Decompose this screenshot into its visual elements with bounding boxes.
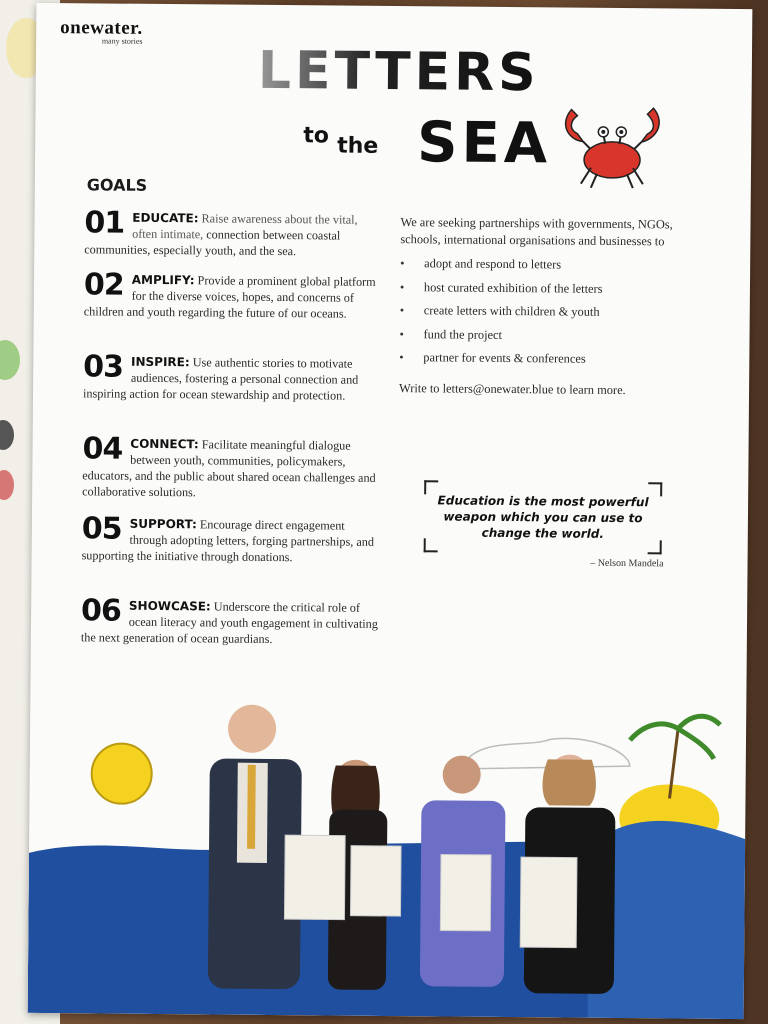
goal-number: 05 xyxy=(81,511,122,547)
list-item: • host curated exhibition of the letters xyxy=(400,279,682,298)
goal-number: 04 xyxy=(82,431,123,467)
quote-box xyxy=(424,480,663,554)
onewater-logo xyxy=(60,17,143,46)
partnerships-intro: We are seeking partnerships with governments, NGOs, schools, international organisations and businesses to xyxy=(400,215,673,249)
goal-number: 01 xyxy=(84,205,125,241)
goal-number: 02 xyxy=(83,267,124,303)
person-silhouette xyxy=(520,754,616,994)
title-sea: SEA xyxy=(416,110,552,177)
quote-text: Education is the most powerful weapon which you can use to change the world. xyxy=(437,493,649,541)
list-item: • create letters with children & youth xyxy=(400,302,682,321)
goal-text: Facilitate meaningful dialogue between youth, communities, policymakers, educators, and the public about shared ocean challenges and collaborative solutions. xyxy=(82,437,376,500)
partnerships-list xyxy=(399,255,682,368)
goal-text: Encourage direct engagement through adopting letters, forging partnerships, and supporting the initiative through donations. xyxy=(81,517,375,565)
goal-keyword: CONNECT: xyxy=(130,436,199,452)
goal-item-amplify xyxy=(83,267,384,322)
title-letters: LETTERS xyxy=(257,40,540,104)
goal-item-support xyxy=(81,511,382,566)
goal-text: connection between coastal communities, especially youth, and the sea. xyxy=(84,227,341,259)
goal-item-connect xyxy=(82,431,383,502)
goals-heading: GOALS xyxy=(86,175,148,195)
person-silhouette xyxy=(420,755,506,987)
partnerships-section xyxy=(399,214,683,399)
goal-keyword: INSPIRE: xyxy=(130,354,190,370)
goal-number: 03 xyxy=(83,349,124,385)
goal-keyword: SUPPORT: xyxy=(129,516,197,532)
crab-illustration-icon xyxy=(557,99,668,192)
goal-keyword: SHOWCASE: xyxy=(128,598,211,614)
group-photo-illustration xyxy=(28,683,747,1019)
flyer-sheet xyxy=(28,3,753,1019)
goal-item-educate xyxy=(84,205,384,260)
list-item: • partner for events & conferences xyxy=(399,349,681,368)
list-item: • adopt and respond to letters xyxy=(400,255,682,274)
page-title xyxy=(257,41,558,194)
goal-item-inspire xyxy=(82,349,383,404)
contact-line: Write to letters@onewater.blue to learn more. xyxy=(399,381,626,398)
list-item: • fund the project xyxy=(399,326,681,345)
goal-keyword: EDUCATE: xyxy=(132,210,199,226)
goal-lead-text: Raise awareness about the vital, often intimate, xyxy=(132,211,358,242)
goal-keyword: AMPLIFY: xyxy=(131,272,195,288)
goal-text: Underscore the critical role of ocean literacy and youth engagement in cultivating the next generation of ocean guardians. xyxy=(80,599,378,646)
title-to: to xyxy=(303,123,330,149)
goal-text: Use authentic stories to motivate audiences, fostering a personal connection and inspiring action for ocean stewardship and protection. xyxy=(82,355,359,403)
brand-logo-text: onewater. xyxy=(60,17,143,39)
quote-author: – Nelson Mandela xyxy=(590,557,664,570)
goal-number: 06 xyxy=(80,593,122,629)
brand-tagline: many stories xyxy=(101,36,143,46)
goal-text: Provide a prominent global platform for the diverse voices, hopes, and concerns of children and youth regarding the future of our oceans. xyxy=(83,273,376,321)
sun-icon xyxy=(91,743,152,804)
title-the: the xyxy=(337,133,379,159)
goal-item-showcase xyxy=(80,593,381,648)
